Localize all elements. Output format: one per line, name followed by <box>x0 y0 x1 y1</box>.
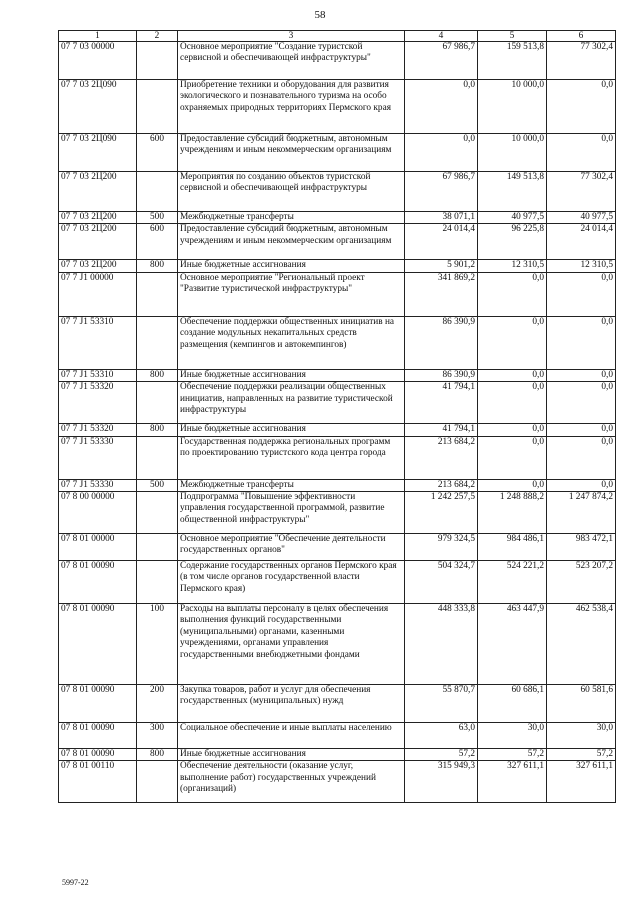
cell-amount-col4: 341 869,2 <box>405 272 478 316</box>
cell-amount-col4: 315 949,3 <box>405 761 478 803</box>
cell-amount-col6: 0,0 <box>547 436 616 479</box>
table-row <box>59 80 616 134</box>
cell-amount-col6: 0,0 <box>547 479 616 491</box>
cell-amount-col5: 0,0 <box>478 479 547 491</box>
cell-amount-col4: 86 390,9 <box>405 316 478 369</box>
page-number: 58 <box>314 9 326 21</box>
table-row <box>59 272 616 316</box>
cell-description: Межбюджетные трансферты <box>178 212 405 224</box>
cell-amount-col5: 0,0 <box>478 369 547 381</box>
cell-expense-type <box>137 761 178 803</box>
table-row <box>59 723 616 749</box>
cell-code: 07 7 03 2Ц200 <box>59 172 137 212</box>
cell-description: Предоставление субсидий бюджетным, автономным учреждениям и иным некоммерческим организациям <box>178 134 405 172</box>
cell-description: Приобретение техники и оборудования для развития экологического и познавательного туризма на особо охраняемых природных территориях Пермского края <box>178 80 405 134</box>
cell-amount-col5: 96 225,8 <box>478 224 547 260</box>
cell-description: Обеспечение поддержки реализации общественных инициатив, направленных на развитие туристической инфраструктуры <box>178 382 405 424</box>
cell-amount-col4: 0,0 <box>405 80 478 134</box>
cell-code: 07 7 03 2Ц200 <box>59 260 137 272</box>
cell-expense-type <box>137 534 178 561</box>
cell-amount-col6: 523 207,2 <box>547 561 616 604</box>
cell-amount-col4: 1 242 257,5 <box>405 492 478 534</box>
table-row <box>59 316 616 369</box>
cell-amount-col6: 24 014,4 <box>547 224 616 260</box>
cell-description: Основное мероприятие "Региональный проект "Развитие туристической инфраструктуры" <box>178 272 405 316</box>
table-row <box>59 604 616 685</box>
cell-amount-col5: 0,0 <box>478 382 547 424</box>
cell-description: Основное мероприятие "Обеспечение деятельности государственных органов" <box>178 534 405 561</box>
cell-amount-col5: 60 686,1 <box>478 685 547 723</box>
cell-amount-col4: 448 333,8 <box>405 604 478 685</box>
cell-description: Социальное обеспечение и иные выплаты населению <box>178 723 405 749</box>
cell-amount-col6: 0,0 <box>547 316 616 369</box>
cell-expense-type: 300 <box>137 723 178 749</box>
cell-amount-col6: 12 310,5 <box>547 260 616 272</box>
cell-expense-type: 800 <box>137 260 178 272</box>
cell-description: Основное мероприятие "Создание туристской сервисной и обеспечивающей инфраструктуры" <box>178 42 405 80</box>
cell-expense-type: 600 <box>137 134 178 172</box>
cell-description: Иные бюджетные ассигнования <box>178 424 405 436</box>
cell-amount-col6: 0,0 <box>547 424 616 436</box>
budget-table <box>58 30 616 803</box>
cell-code: 07 8 01 00090 <box>59 561 137 604</box>
table-row <box>59 134 616 172</box>
cell-code: 07 7 J1 53320 <box>59 382 137 424</box>
cell-amount-col6: 57,2 <box>547 749 616 761</box>
cell-description: Иные бюджетные ассигнования <box>178 749 405 761</box>
cell-amount-col6: 0,0 <box>547 134 616 172</box>
cell-amount-col4: 67 986,7 <box>405 42 478 80</box>
cell-amount-col6: 462 538,4 <box>547 604 616 685</box>
cell-code: 07 8 01 00110 <box>59 761 137 803</box>
cell-amount-col6: 77 302,4 <box>547 42 616 80</box>
cell-description: Расходы на выплаты персоналу в целях обеспечения выполнения функций государственными (муниципальными) органами, казенными учреждениями, органами управления государственными внебюджетными фондами <box>178 604 405 685</box>
cell-amount-col5: 0,0 <box>478 424 547 436</box>
cell-description: Обеспечение поддержки общественных инициатив на создание модульных некапитальных средств размещения (кемпингов и автокемпингов) <box>178 316 405 369</box>
table-row <box>59 492 616 534</box>
cell-amount-col5: 0,0 <box>478 272 547 316</box>
cell-amount-col5: 984 486,1 <box>478 534 547 561</box>
cell-description: Мероприятия по созданию объектов туристской сервисной и обеспечивающей инфраструктуры <box>178 172 405 212</box>
cell-code: 07 8 01 00090 <box>59 723 137 749</box>
cell-amount-col5: 0,0 <box>478 316 547 369</box>
cell-amount-col6: 327 611,1 <box>547 761 616 803</box>
cell-amount-col5: 40 977,5 <box>478 212 547 224</box>
table-row <box>59 172 616 212</box>
cell-expense-type <box>137 80 178 134</box>
cell-code: 07 7 03 2Ц090 <box>59 80 137 134</box>
cell-amount-col5: 1 248 888,2 <box>478 492 547 534</box>
cell-amount-col6: 0,0 <box>547 382 616 424</box>
cell-description: Межбюджетные трансферты <box>178 479 405 491</box>
cell-amount-col4: 57,2 <box>405 749 478 761</box>
cell-amount-col5: 524 221,2 <box>478 561 547 604</box>
cell-expense-type <box>137 172 178 212</box>
table-row <box>59 212 616 224</box>
cell-expense-type <box>137 272 178 316</box>
cell-amount-col4: 213 684,2 <box>405 479 478 491</box>
cell-amount-col4: 38 071,1 <box>405 212 478 224</box>
cell-code: 07 8 00 00000 <box>59 492 137 534</box>
cell-expense-type: 800 <box>137 424 178 436</box>
cell-expense-type <box>137 382 178 424</box>
cell-amount-col4: 504 324,7 <box>405 561 478 604</box>
cell-code: 07 7 J1 53310 <box>59 316 137 369</box>
cell-amount-col6: 983 472,1 <box>547 534 616 561</box>
cell-amount-col5: 463 447,9 <box>478 604 547 685</box>
cell-amount-col4: 213 684,2 <box>405 436 478 479</box>
cell-amount-col5: 159 513,8 <box>478 42 547 80</box>
cell-amount-col5: 10 000,0 <box>478 80 547 134</box>
cell-code: 07 8 01 00090 <box>59 749 137 761</box>
column-header: 5 <box>478 31 547 42</box>
cell-amount-col4: 86 390,9 <box>405 369 478 381</box>
table-row <box>59 224 616 260</box>
table-row <box>59 42 616 80</box>
cell-expense-type <box>137 42 178 80</box>
cell-expense-type <box>137 316 178 369</box>
cell-expense-type <box>137 561 178 604</box>
cell-expense-type: 200 <box>137 685 178 723</box>
cell-amount-col4: 41 794,1 <box>405 382 478 424</box>
cell-expense-type: 100 <box>137 604 178 685</box>
table-row <box>59 424 616 436</box>
cell-code: 07 7 J1 53310 <box>59 369 137 381</box>
cell-amount-col5: 10 000,0 <box>478 134 547 172</box>
table-header-row <box>59 31 616 42</box>
table-row <box>59 561 616 604</box>
cell-amount-col5: 12 310,5 <box>478 260 547 272</box>
cell-code: 07 8 01 00090 <box>59 685 137 723</box>
cell-description: Иные бюджетные ассигнования <box>178 369 405 381</box>
cell-code: 07 7 J1 53320 <box>59 424 137 436</box>
cell-expense-type: 800 <box>137 369 178 381</box>
cell-code: 07 7 J1 53330 <box>59 436 137 479</box>
cell-code: 07 7 03 2Ц200 <box>59 224 137 260</box>
cell-description: Обеспечение деятельности (оказание услуг, выполнение работ) государственных учреждений (организаций) <box>178 761 405 803</box>
column-header: 4 <box>405 31 478 42</box>
cell-code: 07 8 01 00000 <box>59 534 137 561</box>
column-header: 3 <box>178 31 405 42</box>
cell-expense-type: 800 <box>137 749 178 761</box>
column-header: 6 <box>547 31 616 42</box>
cell-description: Предоставление субсидий бюджетным, автономным учреждениям и иным некоммерческим организациям <box>178 224 405 260</box>
cell-amount-col5: 149 513,8 <box>478 172 547 212</box>
cell-amount-col6: 1 247 874,2 <box>547 492 616 534</box>
cell-amount-col5: 0,0 <box>478 436 547 479</box>
cell-description: Содержание государственных органов Пермского края (в том числе органов государственной власти Пермского края) <box>178 561 405 604</box>
table-row <box>59 685 616 723</box>
cell-amount-col6: 77 302,4 <box>547 172 616 212</box>
table-row <box>59 436 616 479</box>
table-row <box>59 260 616 272</box>
footer-code: 5997-22 <box>62 878 89 887</box>
cell-expense-type <box>137 492 178 534</box>
cell-description: Иные бюджетные ассигнования <box>178 260 405 272</box>
cell-amount-col5: 57,2 <box>478 749 547 761</box>
table-row <box>59 749 616 761</box>
cell-amount-col6: 60 581,6 <box>547 685 616 723</box>
cell-expense-type: 500 <box>137 212 178 224</box>
cell-amount-col4: 41 794,1 <box>405 424 478 436</box>
cell-amount-col4: 67 986,7 <box>405 172 478 212</box>
cell-expense-type <box>137 436 178 479</box>
cell-code: 07 7 J1 53330 <box>59 479 137 491</box>
cell-code: 07 7 03 00000 <box>59 42 137 80</box>
cell-code: 07 7 03 2Ц200 <box>59 212 137 224</box>
cell-amount-col6: 30,0 <box>547 723 616 749</box>
table-row <box>59 479 616 491</box>
cell-amount-col4: 979 324,5 <box>405 534 478 561</box>
cell-expense-type: 500 <box>137 479 178 491</box>
cell-amount-col4: 5 901,2 <box>405 260 478 272</box>
cell-amount-col4: 63,0 <box>405 723 478 749</box>
cell-amount-col6: 0,0 <box>547 369 616 381</box>
column-header: 2 <box>137 31 178 42</box>
cell-code: 07 8 01 00090 <box>59 604 137 685</box>
cell-amount-col5: 327 611,1 <box>478 761 547 803</box>
cell-amount-col4: 55 870,7 <box>405 685 478 723</box>
cell-amount-col5: 30,0 <box>478 723 547 749</box>
cell-description: Подпрограмма "Повышение эффективности управления государственной программой, развитие общественной инфраструктуры" <box>178 492 405 534</box>
cell-code: 07 7 J1 00000 <box>59 272 137 316</box>
cell-description: Закупка товаров, работ и услуг для обеспечения государственных (муниципальных) нужд <box>178 685 405 723</box>
column-header: 1 <box>59 31 137 42</box>
table-row <box>59 382 616 424</box>
cell-code: 07 7 03 2Ц090 <box>59 134 137 172</box>
cell-description: Государственная поддержка региональных программ по проектированию туристского кода центра города <box>178 436 405 479</box>
table-row <box>59 369 616 381</box>
table-row <box>59 534 616 561</box>
cell-expense-type: 600 <box>137 224 178 260</box>
cell-amount-col6: 0,0 <box>547 80 616 134</box>
cell-amount-col4: 24 014,4 <box>405 224 478 260</box>
cell-amount-col6: 40 977,5 <box>547 212 616 224</box>
cell-amount-col4: 0,0 <box>405 134 478 172</box>
table-row <box>59 761 616 803</box>
cell-amount-col6: 0,0 <box>547 272 616 316</box>
